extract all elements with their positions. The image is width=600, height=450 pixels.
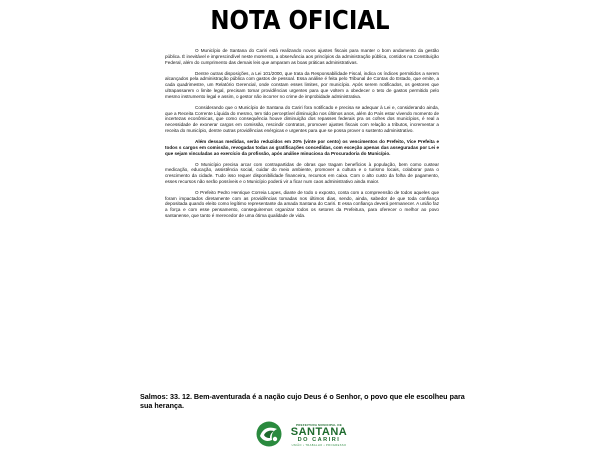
page-title: NOTA OFICIAL (210, 6, 390, 36)
municipal-logo (255, 420, 355, 448)
paragraph: O Prefeito Pedro Henrique Correia Lopes, diante de todo o exposto, conta com a compreensão de todos aqueles que foram impactados diretamente com as providências tomadas nos últimos dias, sendo, ainda, sabedor de que toda confiança depositada quando eleito como legítimo representante da amada Santana do Cariri. E essa confiança deverá permanecer. A união faz a força e com esse pensamento, conseguiremos organizar todos os setores da Prefeitura, para oferecer o melhor ao povo santanense, que tanto é merecedor de uma ótima qualidade de vida. (165, 189, 439, 219)
logo-tagline-text: UNIÃO • TRABALHO • PROGRESSO (291, 443, 347, 447)
logo-city-text: DO CARIRI (297, 437, 341, 443)
logo-name-text: SANTANA (290, 426, 348, 438)
paragraph: Dentre outras disposições, a Lei 101/2000, que trata da Responsabilidade Fiscal, indica os índices permitidos a serem alcançados pela administração pública com gastos de pessoal. Essa análise é feita pelo Tribunal de Contas do Estado, que emite, a cada quadrimestre, um Relatório Gerencial, onde constam esses limites, por município. Após serem notificados, os gestores que ultrapassarem o limite legal, precisam tomar providências urgentes para que voltem a obedecer o teto de gastos permitido pelo mesmo instrumento legal e assim, o gestor não incorrer no crime de improbidade administrativa. (165, 70, 439, 99)
psalm-quote: Salmos: 33. 12. Bem-aventurada é a nação cujo Deus é o Senhor, o povo que ele escolheu para sua herança. (140, 392, 465, 410)
logo-prefix-text: PREFEITURA MUNICIPAL DE (296, 423, 342, 427)
paragraph-bold: Além dessas medidas, serão reduzidos em 20% (vinte por cento) os vencimentos do Prefeito, Vice Prefeita e todos s cargos em comissão, revogadas todas as gratificações concedidas, com exceção apenas das asseguradas por Lei e que sejam vinculadas ao exercício da profissão, após análise minuciosa da Procuradoria do Município. (165, 138, 439, 156)
document-body (165, 48, 439, 224)
paragraph: O Município precisa arcar com contrapartidas de obras que tragam benefícios à população, bem como custear medicação, educação, assistência social, cuidar do meio ambiente, promover a cultura e o turismo locais, colaborar para o crescimento da cidade. Tudo isso requer disponibilidade financeira, recursos em caixa. Com o alto custo da folha de pagamento, esses recursos não serão possíveis e o Município poderá vir a ficar num caos administrativo ainda maior. (165, 161, 439, 184)
paragraph: O Município de Santana do Cariri está realizando novos ajustes fiscais para manter o bom andamento da gestão pública. É inevitável e imprescindível neste momento, a observância aos princípios da administração pública, contidos na Constituição Federal, além do cumprimento das demais leis que amparam as boas práticas administrativas. (165, 48, 439, 65)
paragraph: Considerando que o Município de Santana do Cariri fora notificado e precisa se adequar à Lei e, considerando ainda, que a Receita Corrente Líquida do mesmo, tem tido perceptível diminuição nos últimos anos, além do País estar vivendo momento de incertezas econômicas, que como consequência houve diminuição dos repasses federais pra os cofres dos municípios, é real a necessidade de exonerar cargos em comissão, rescindir contratos, promover ajustes fiscais com relação a tributos, incrementar a receita do município, dentre outras providências enérgicas e urgentes para que se possa prover o sustento administrativo. (165, 104, 439, 133)
logo-emblem-icon (255, 420, 283, 448)
